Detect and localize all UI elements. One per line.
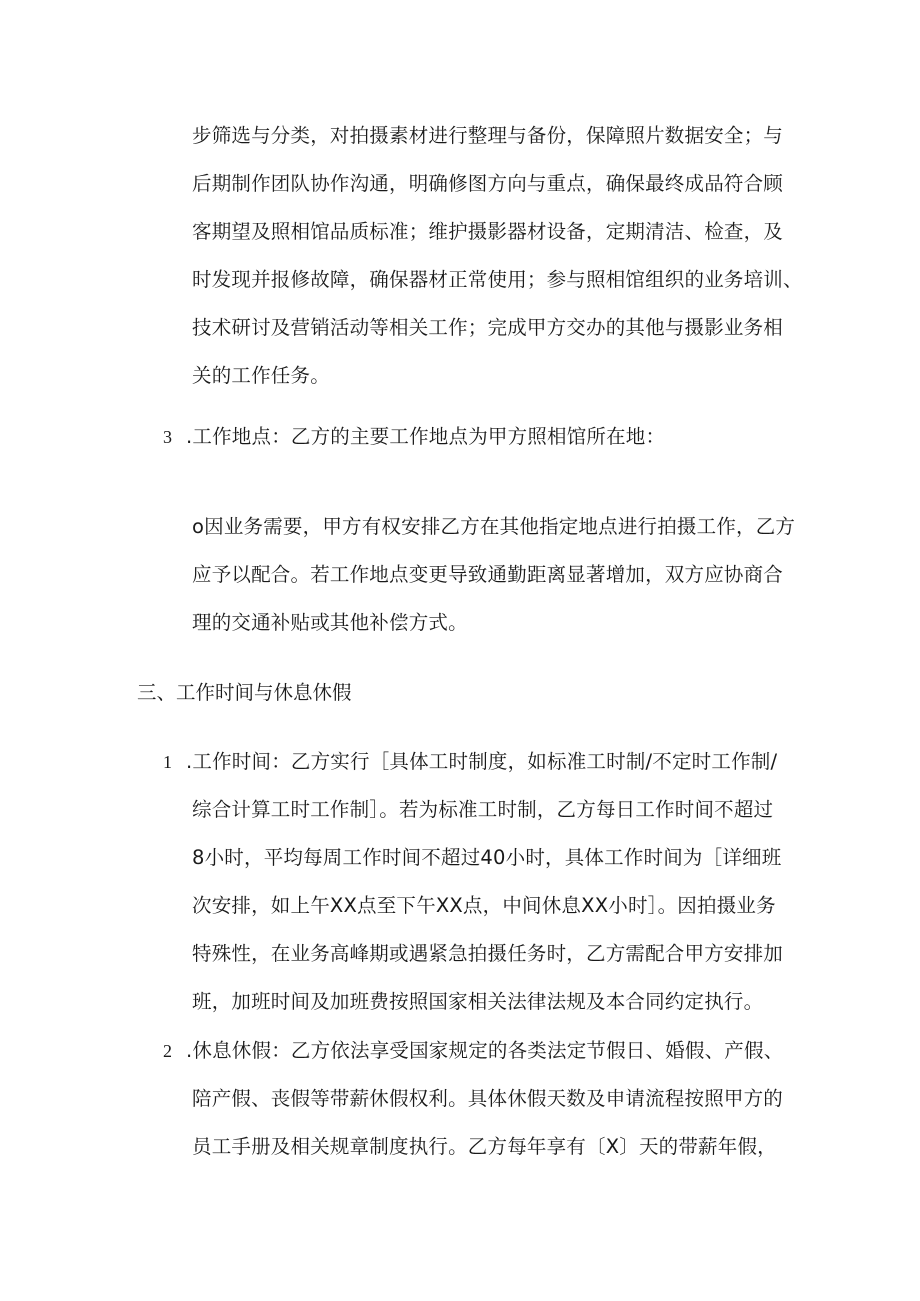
list-number: 3 — [163, 427, 172, 447]
list-item-text: .工作地点：乙方的主要工作地点为甲方照相馆所在地： — [186, 425, 666, 448]
paragraph-line: 班，加班时间及加班费按照国家相关法律法规及本合同约定执行。 — [192, 990, 764, 1013]
paragraph-line: 步筛选与分类，对拍摄素材进行整理与备份，保障照片数据安全；与 — [192, 124, 784, 147]
paragraph-line: 后期制作团队协作沟通，明确修图方向与重点，确保最终成品符合顾 — [192, 172, 784, 195]
paragraph-line: 关的工作任务。 — [192, 364, 330, 387]
list-number: 1 — [163, 752, 172, 772]
section-heading: 三、工作时间与休息休假 — [137, 681, 352, 704]
paragraph-line: 8小时，平均每周工作时间不超过40小时，具体工作时间为［详细班 — [192, 846, 782, 869]
paragraph-line: 理的交通补贴或其他补偿方式。 — [192, 611, 468, 634]
list-item-text: .休息休假：乙方依法享受国家规定的各类法定节假日、婚假、产假、 — [186, 1039, 784, 1062]
paragraph-line: 时发现并报修故障，确保器材正常使用；参与照相馆组织的业务培训、 — [192, 268, 803, 291]
paragraph-line: 技术研讨及营销活动等相关工作；完成甲方交办的其他与摄影业务相 — [192, 316, 784, 339]
paragraph-line: 客期望及照相馆品质标准；维护摄影器材设备，定期清洁、检查，及 — [192, 220, 784, 243]
list-item-text: .工作时间：乙方实行［具体工时制度，如标准工时制/不定时工作制/ — [186, 750, 778, 773]
paragraph-line: 应予以配合。若工作地点变更导致通勤距离显著增加，双方应协商合 — [192, 563, 784, 586]
paragraph-line: 综合计算工时工作制］。若为标准工时制，乙方每日工作时间不超过 — [192, 798, 774, 821]
paragraph-line: 次安排，如上午XX点至下午XX点，中间休息XX小时］。因拍摄业务 — [192, 894, 776, 917]
paragraph-line: 陪产假、丧假等带薪休假权利。具体休假天数及申请流程按照甲方的 — [192, 1087, 784, 1110]
paragraph-line: o因业务需要，甲方有权安排乙方在其他指定地点进行拍摄工作，乙方 — [192, 515, 796, 538]
paragraph-line: 员工手册及相关规章制度执行。乙方每年享有〔X〕天的带薪年假， — [192, 1135, 777, 1158]
list-number: 2 — [163, 1041, 172, 1061]
paragraph-line: 特殊性，在业务高峰期或遇紧急拍摄任务时，乙方需配合甲方安排加 — [192, 942, 784, 965]
